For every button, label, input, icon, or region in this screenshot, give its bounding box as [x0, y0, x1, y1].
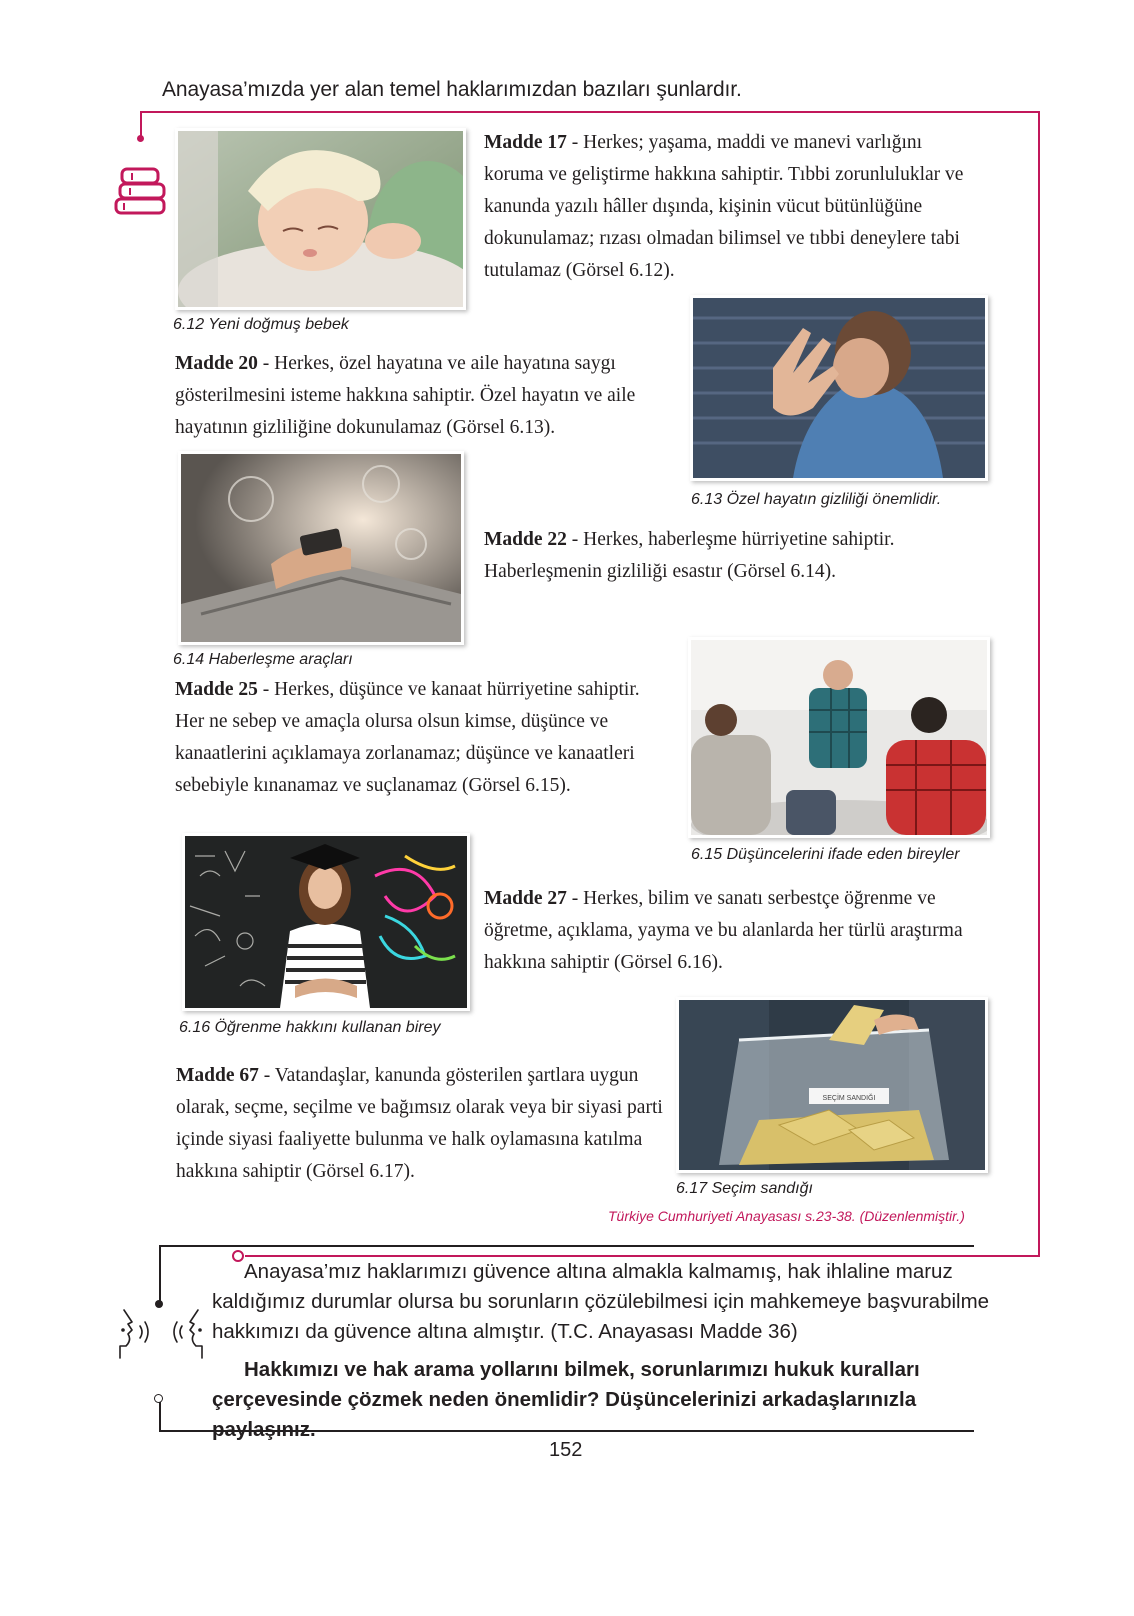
article-body: - Herkes; yaşama, maddi ve manevi varlığını koruma ve geliştirme hakkına sahiptir. Tıbbi zorunluluklar ve kanunda yazılı hâller dışında, kişinin vücut bütünlüğüne dokunulamaz; rızası olmadan bilimsel ve tıbbi deneylere tabi tutulamaz (Görsel 6.12).	[484, 132, 964, 281]
ballot-box-photo	[676, 997, 988, 1173]
article-madde-20	[175, 348, 675, 444]
article-title: Madde 67	[176, 1065, 259, 1086]
source-citation: Türkiye Cumhuriyeti Anayasası s.23-38. (Düzenlenmiştir.)	[608, 1208, 965, 1224]
article-title: Madde 25	[175, 679, 258, 700]
article-title: Madde 22	[484, 529, 567, 550]
discussion-icon	[114, 1306, 208, 1362]
info-text: Anayasa’mız haklarımızı güvence altına almakla kalmamış, hak ihlaline maruz kaldığımız durumlar olursa bu sorunların çözülebilmesi için mahkemeye başvurabilme hakkımızı da güvence altına almıştır. (T.C. Anayasası Madde 36)	[212, 1260, 990, 1343]
article-madde-27	[484, 883, 984, 979]
caption-6-17: 6.17 Seçim sandığı	[676, 1180, 813, 1197]
frame-top-border	[140, 111, 1040, 113]
article-body: - Herkes, bilim ve sanatı serbestçe öğrenme ve öğretme, açıklama, yayma ve bu alanlarda her türlü araştırma hakkına sahiptir (Görsel 6.16).	[484, 888, 963, 973]
info-box-left-border-bottom	[159, 1402, 161, 1432]
graduate-learning-photo	[182, 833, 470, 1011]
article-body: - Herkes, özel hayatına ve aile hayatına saygı gösterilmesini isteme hakkına sahiptir. Özel hayatın ve aile hayatının gizliliğine dokunulamaz (Görsel 6.13).	[175, 353, 636, 438]
caption-6-16: 6.16 Öğrenme hakkını kullanan birey	[179, 1019, 441, 1036]
ballot-box-label: SEÇİM SANDIĞI	[822, 1095, 876, 1102]
info-box-top-border	[159, 1245, 974, 1247]
caption-6-12: 6.12 Yeni doğmuş bebek	[173, 316, 349, 333]
caption-6-13: 6.13 Özel hayatın gizliliği önemlidir.	[691, 491, 942, 508]
article-title: Madde 17	[484, 132, 567, 153]
caption-6-14: 6.14 Haberleşme araçları	[173, 651, 353, 668]
info-box-left-border-top	[159, 1245, 161, 1305]
communication-devices-photo	[178, 451, 464, 645]
group-discussion-photo	[688, 637, 990, 838]
article-body: - Herkes, haberleşme hürriyetine sahiptir. Haberleşmenin gizliliği esastır (Görsel 6.14).	[484, 529, 895, 582]
frame-dot	[137, 135, 144, 142]
article-body: - Herkes, düşünce ve kanaat hürriyetine sahiptir. Her ne sebep ve amaçla olursa olsun kimse, düşünce ve kanaatlerini açıklamaya zorlanamaz; düşünce ve kanaatleri sebebiyle kınanamaz ve suçlanamaz (Görsel 6.15).	[175, 679, 640, 796]
article-madde-67	[176, 1060, 666, 1188]
article-title: Madde 27	[484, 888, 567, 909]
article-body: - Vatandaşlar, kanunda gösterilen şartlara uygun olarak, seçme, seçilme ve bağımsız olarak veya bir siyasi parti içinde siyasi faaliyette bulunma ve halk oylamasına katılma hakkına sahiptir (Görsel 6.17).	[176, 1065, 663, 1182]
intro-text: Anayasa’mızda yer alan temel haklarımızdan bazıları şunlardır.	[162, 78, 742, 101]
discussion-question: Hakkımızı ve hak arama yollarını bilmek, sorunlarımızı hukuk kuralları çerçevesinde çözmek neden önemlidir? Düşüncelerinizi arkadaşlarınızla paylaşınız.	[212, 1358, 920, 1441]
frame-right-border	[1038, 111, 1040, 1257]
article-madde-17	[484, 127, 974, 287]
newborn-baby-photo	[175, 128, 466, 310]
books-icon	[112, 165, 170, 217]
article-title: Madde 20	[175, 353, 258, 374]
privacy-photo	[690, 295, 988, 481]
article-madde-25	[175, 674, 665, 802]
article-madde-22	[484, 524, 974, 588]
caption-6-15: 6.15 Düşüncelerini ifade eden bireyler	[691, 846, 960, 863]
frame-left-stub	[140, 111, 142, 137]
page-number: 152	[549, 1439, 583, 1461]
